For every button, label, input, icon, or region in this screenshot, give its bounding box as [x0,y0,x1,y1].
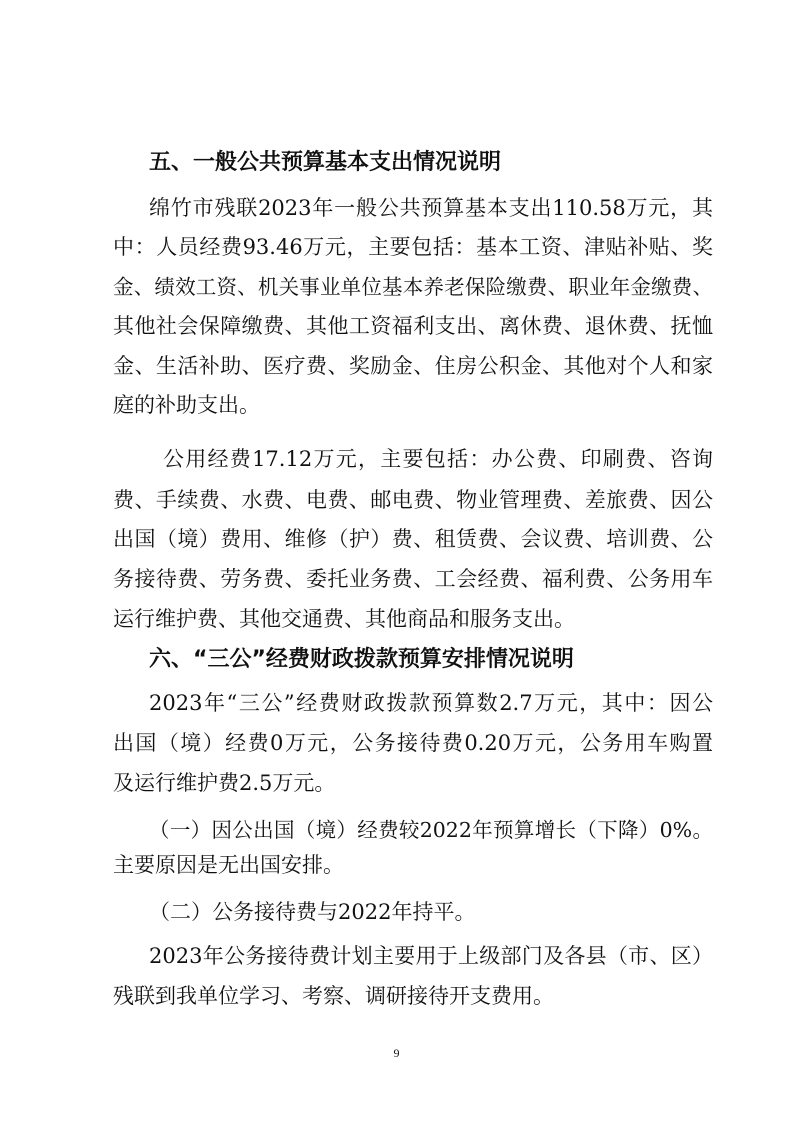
section-6-paragraph-3-line-1: （二）公务接待费与2022年持平。 [149,900,476,924]
section-6-paragraph-4-line-1: 2023年公务接待费计划主要用于上级部门及各县（市、区） [149,944,713,968]
page-number: 9 [393,1046,400,1060]
section-5-paragraph-2-line-4: 务接待费、劳务费、委托业务费、工会经费、福利费、公务用车 [113,567,713,591]
section-6-paragraph-1-line-3: 及运行维护费2.5万元。 [113,771,336,795]
section-5-paragraph-1-line-5: 金、生活补助、医疗费、奖励金、住房公积金、其他对个人和家 [113,354,713,378]
section-5-paragraph-1-line-6: 庭的补助支出。 [113,393,260,417]
section-5-paragraph-2-line-1: 公用经费17.12万元，主要包括：办公费、印刷费、咨询 [163,447,713,471]
section-5-paragraph-1-line-4: 其他社会保障缴费、其他工资福利支出、离休费、退休费、抚恤 [113,314,713,338]
section-5-heading: 五、一般公共预算基本支出情况说明 [149,150,502,175]
section-6-paragraph-1-line-1: 2023年“三公”经费财政拨款预算数2.7万元，其中：因公 [149,691,713,715]
section-6-paragraph-1-line-2: 出国（境）经费0万元，公务接待费0.20万元，公务用车购置 [113,731,713,755]
section-5-paragraph-1-line-2: 中：人员经费93.46万元，主要包括：基本工资、津贴补贴、奖 [113,235,713,259]
section-5-paragraph-2-line-5: 运行维护费、其他交通费、其他商品和服务支出。 [113,607,575,631]
section-6-paragraph-2-line-1: （一）因公出国（境）经费较2022年预算增长（下降）0%。 [149,818,713,842]
section-6-paragraph-2-line-2: 主要原因是无出国安排。 [113,853,344,877]
section-5-paragraph-2-line-2: 费、手续费、水费、电费、邮电费、物业管理费、差旅费、因公 [113,488,713,512]
section-6-paragraph-4-line-2: 残联到我单位学习、考察、调研接待开支费用。 [113,984,554,1008]
section-5-paragraph-1-line-3: 金、绩效工资、机关事业单位基本养老保险缴费、职业年金缴费、 [113,275,713,299]
section-5-paragraph-2-line-3: 出国（境）费用、维修（护）费、租赁费、会议费、培训费、公 [113,527,713,551]
section-5-paragraph-1-line-1: 绵竹市残联2023年一般公共预算基本支出110.58万元，其 [149,196,713,220]
section-6-heading: 六、“三公”经费财政拨款预算安排情况说明 [149,647,574,672]
